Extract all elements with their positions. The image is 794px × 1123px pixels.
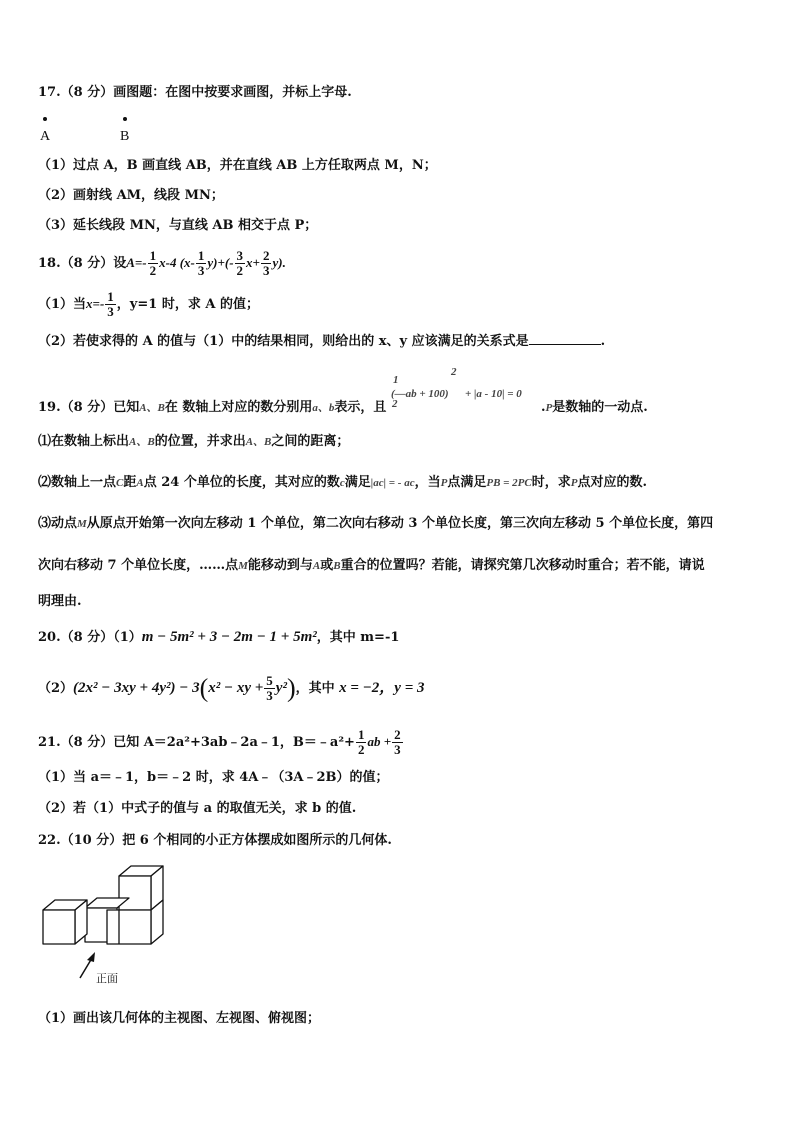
q19-step-1: ⑴在数轴上标出A、B的位置，并求出A、B之间的距离； [38, 434, 350, 449]
cube-figure [38, 860, 178, 985]
q20-part-2: （2）(2x² − 3xy + 4y²) − 3(x² − xy + $\frac{5}{3}$ y²)，其中 x = −2，y = 3 [38, 673, 425, 703]
point-a-dot [43, 117, 47, 121]
cube-top [119, 866, 163, 910]
front-label: 正面 [96, 972, 118, 985]
q21-step-2: （2）若（1）中式子的值与 a 的取值无关，求 b 的值. [38, 801, 357, 816]
q19-step-3-line-3: 明理由. [38, 594, 82, 609]
q22-heading: 22.（10 分）把 6 个相同的小正方体摆成如图所示的几何体. [38, 833, 392, 848]
q17-heading: 17.（8 分）画图题：在图中按要求画图，并标上字母. [38, 85, 352, 100]
cube-left [43, 900, 87, 944]
q19-step-3-line-2: 次向右移动 7 个单位长度，……点M能移动到与A或B重合的位置吗？若能，请探究第几次移动时重合；若不能，请说 [38, 558, 705, 573]
point-b-dot [123, 117, 127, 121]
q22-step-1: （1）画出该几何体的主视图、左视图、俯视图； [38, 1011, 321, 1026]
q18-heading: 18.（8 分）设A=- $\frac{1}{2}$ x-4 (x- $\frac{1}{3}$ y)+(- $\frac{3}{2}$ x+ $\frac{2}{3}$ y). [38, 248, 286, 278]
q19-heading: 19.（8 分）已知A、B在 数轴上对应的数分别用a、b表示，且 1 2 (—ab + 100) 2 + |a - 10| = 0 .P是数轴的一动点. [38, 366, 648, 415]
front-arrow [80, 958, 92, 978]
q18-step-1: （1）当x=- $\frac{1}{3}$ ，y=1 时，求 A 的值； [38, 289, 259, 319]
point-a-label: A [40, 129, 51, 144]
q19-step-2: ⑵数轴上一点C距A点 24 个单位的长度，其对应的数c满足|ac| = - ac，当P点满足PB = 2PC时，求P点对应的数. [38, 475, 648, 490]
q19-condition-formula: 1 2 (—ab + 100) 2 + |a - 10| = 0 [390, 366, 522, 410]
q19-step-3-line-1: ⑶动点M从原点开始第一次向左移动 1 个单位，第二次向右移动 3 个单位长度，第三次向左移动 5 个单位长度，第四 [38, 516, 714, 531]
q18-step-2: （2）若使求得的 A 的值与（1）中的结果相同，则给出的 x、y 应该满足的关系式是 . [38, 334, 606, 349]
q17-step-2: （2）画射线 AM，线段 MN； [38, 188, 224, 203]
q17-step-3: （3）延长线段 MN，与直线 AB 相交于点 P； [38, 218, 318, 233]
q17-step-1: （1）过点 A，B 画直线 AB，并在直线 AB 上方任取两点 M，N； [38, 158, 437, 173]
point-b-label: B [120, 129, 130, 144]
q21-step-1: （1）当 a＝﹣1，b＝﹣2 时，求 4A﹣（3A﹣2B）的值； [38, 770, 389, 785]
answer-blank[interactable] [529, 332, 601, 345]
q20-heading: 20.（8 分）（1）m − 5m² + 3 − 2m − 1 + 5m²，其中 m=-1 [38, 629, 400, 645]
q21-heading: 21.（8 分）已知 A＝2a²+3ab﹣2a﹣1，B＝﹣a²+ $\frac{1}{2}$ ab + $\frac{2}{3}$ [38, 727, 401, 757]
